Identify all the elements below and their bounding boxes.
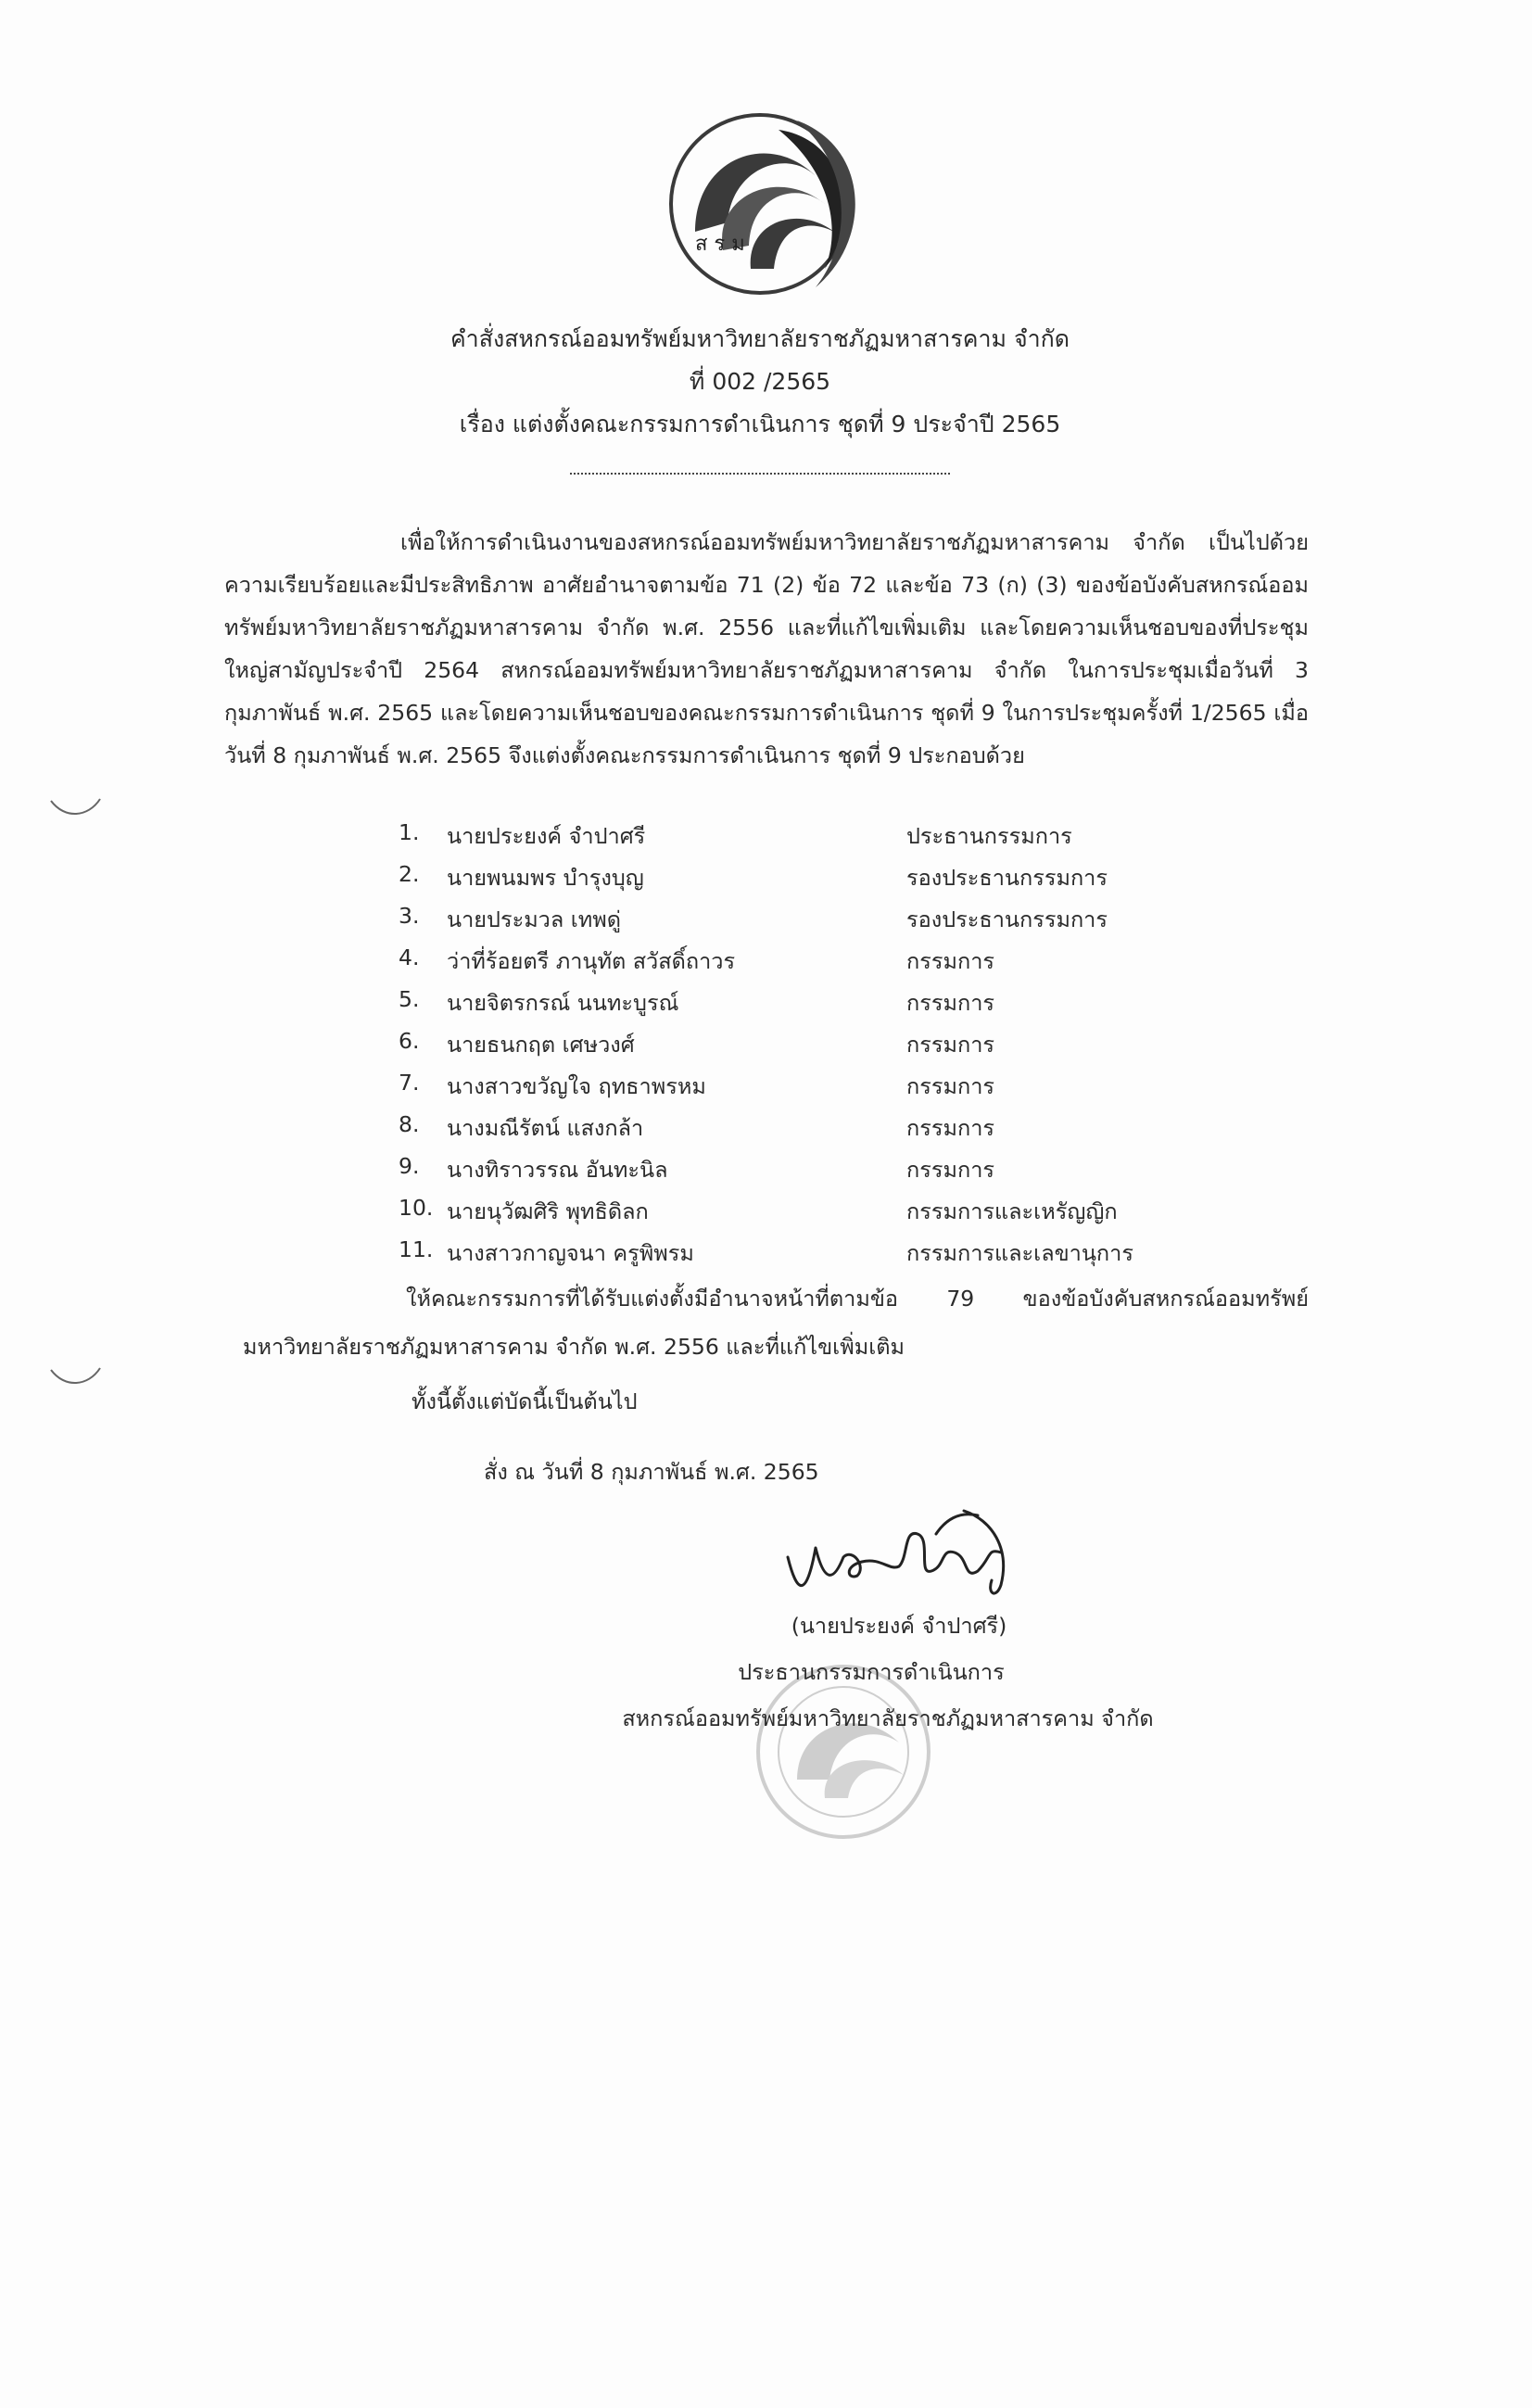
member-role: รองประธานกรรมการ <box>906 865 1108 891</box>
member-name: นางสาวกาญจนา ครูพิพรม <box>447 1240 694 1266</box>
signatory-position: ประธานกรรมการดำเนินการ <box>738 1659 1005 1685</box>
punch-hole-mark <box>46 1362 102 1390</box>
member-number: 5. <box>399 986 420 1012</box>
member-number: 4. <box>399 944 420 970</box>
member-role: รองประธานกรรมการ <box>906 906 1108 932</box>
document-subject: เรื่อง แต่งตั้งคณะกรรมการดำเนินการ ชุดที่ 9 ประจำปี 2565 <box>459 411 1061 437</box>
signatory-organization: สหกรณ์ออมทรัพย์มหาวิทยาลัยราชภัฏมหาสารคาม จำกัด <box>622 1705 1154 1731</box>
member-number: 2. <box>399 861 420 887</box>
member-name: นายนุวัฒศิริ พุทธิดิลก <box>447 1198 649 1224</box>
member-name: นางทิราวรรณ อันทะนิล <box>447 1157 668 1183</box>
committee-member-list <box>399 819 1233 1278</box>
preamble-paragraph: เพื่อให้การดำเนินงานของสหกรณ์ออมทรัพย์มหาวิทยาลัยราชภัฏมหาสารคาม จำกัด เป็นไปด้วยความเรียบร้อยและมีประสิทธิภาพ อาศัยอำนาจตามข้อ 71 (2) ข้อ 72 และข้อ 73 (ก) (3) ของข้อบังคับสหกรณ์ออมทรัพย์มหาวิทยาลัยราชภัฏมหาสารคาม จำกัด พ.ศ. 2556 และที่แก้ไขเพิ่มเติม และโดยความเห็นชอบของที่ประชุมใหญ่สามัญประจำปี 2564 สหกรณ์ออมทรัพย์มหาวิทยาลัยราชภัฏมหาสารคาม จำกัด ในการประชุมเมื่อวันที่ 3 กุมภาพันธ์ พ.ศ. 2565 และโดยความเห็นชอบของคณะกรรมการดำเนินการ ชุดที่ 9 ในการประชุมครั้งที่ 1/2565 เมื่อวันที่ 8 กุมภาพันธ์ พ.ศ. 2565 จึงแต่งตั้งคณะกรรมการดำเนินการ ชุดที่ 9 ประกอบด้วย <box>224 529 1309 768</box>
committee-member <box>399 1153 1233 1195</box>
cooperative-logo <box>639 93 880 315</box>
member-role: กรรมการ <box>906 1115 995 1141</box>
committee-member <box>399 861 1233 903</box>
order-number: ที่ 002 /2565 <box>689 368 831 395</box>
member-number: 3. <box>399 903 420 929</box>
effective-clause: ทั้งนี้ตั้งแต่บัดนี้เป็นต้นไป <box>411 1388 638 1414</box>
svg-text:ส ร ม: ส ร ม <box>695 233 745 256</box>
committee-member <box>399 1070 1233 1111</box>
committee-member <box>399 1195 1233 1236</box>
punch-hole-mark <box>46 793 102 821</box>
member-name: นายประมวล เทพดู่ <box>447 906 622 932</box>
committee-member <box>399 819 1233 861</box>
committee-member <box>399 1111 1233 1153</box>
member-name: นายพนมพร บำรุงบุญ <box>447 865 644 891</box>
member-name: นายประยงค์ จำปาศรี <box>447 823 646 849</box>
member-name: นางสาวขวัญใจ ฤทธาพรหม <box>447 1073 706 1099</box>
committee-member <box>399 944 1233 986</box>
member-role: ประธานกรรมการ <box>906 823 1072 849</box>
member-number: 10. <box>399 1195 434 1221</box>
member-role: กรรมการ <box>906 1073 995 1099</box>
member-role: กรรมการและเลขานุการ <box>906 1240 1133 1266</box>
member-number: 7. <box>399 1070 420 1096</box>
member-name: นายจิตรกรณ์ นนทะบูรณ์ <box>447 990 679 1016</box>
signatory-name: (นายประยงค์ จำปาศรี) <box>791 1613 1007 1639</box>
order-date: สั่ง ณ วันที่ 8 กุมภาพันธ์ พ.ศ. 2565 <box>484 1459 819 1485</box>
member-name: ว่าที่ร้อยตรี ภานุทัต สวัสดิ์ถาวร <box>447 948 736 974</box>
member-role: กรรมการ <box>906 990 995 1016</box>
authority-paragraph: ให้คณะกรรมการที่ได้รับแต่งตั้งมีอำนาจหน้าที่ตามข้อ 79 ของข้อบังคับสหกรณ์ออมทรัพย์มหาวิทยาลัยราชภัฏมหาสารคาม จำกัด พ.ศ. 2556 และที่แก้ไขเพิ่มเติม <box>243 1286 1309 1360</box>
member-role: กรรมการและเหรัญญิก <box>906 1198 1118 1224</box>
member-number: 11. <box>399 1236 434 1262</box>
dotted-divider <box>570 463 950 475</box>
member-number: 6. <box>399 1028 420 1054</box>
committee-member <box>399 986 1233 1028</box>
member-role: กรรมการ <box>906 1157 995 1183</box>
handwritten-signature <box>779 1492 1038 1622</box>
committee-member <box>399 903 1233 944</box>
member-role: กรรมการ <box>906 1032 995 1058</box>
member-role: กรรมการ <box>906 948 995 974</box>
member-number: 1. <box>399 819 420 845</box>
member-number: 8. <box>399 1111 420 1137</box>
committee-member <box>399 1236 1233 1278</box>
member-name: นายธนกฤต เศษวงศ์ <box>447 1032 635 1058</box>
document-title: คำสั่งสหกรณ์ออมทรัพย์มหาวิทยาลัยราชภัฏมหาสารคาม จำกัด <box>449 325 1070 352</box>
member-name: นางมณีรัตน์ แสงกล้า <box>447 1115 644 1141</box>
committee-member <box>399 1028 1233 1070</box>
member-number: 9. <box>399 1153 420 1179</box>
